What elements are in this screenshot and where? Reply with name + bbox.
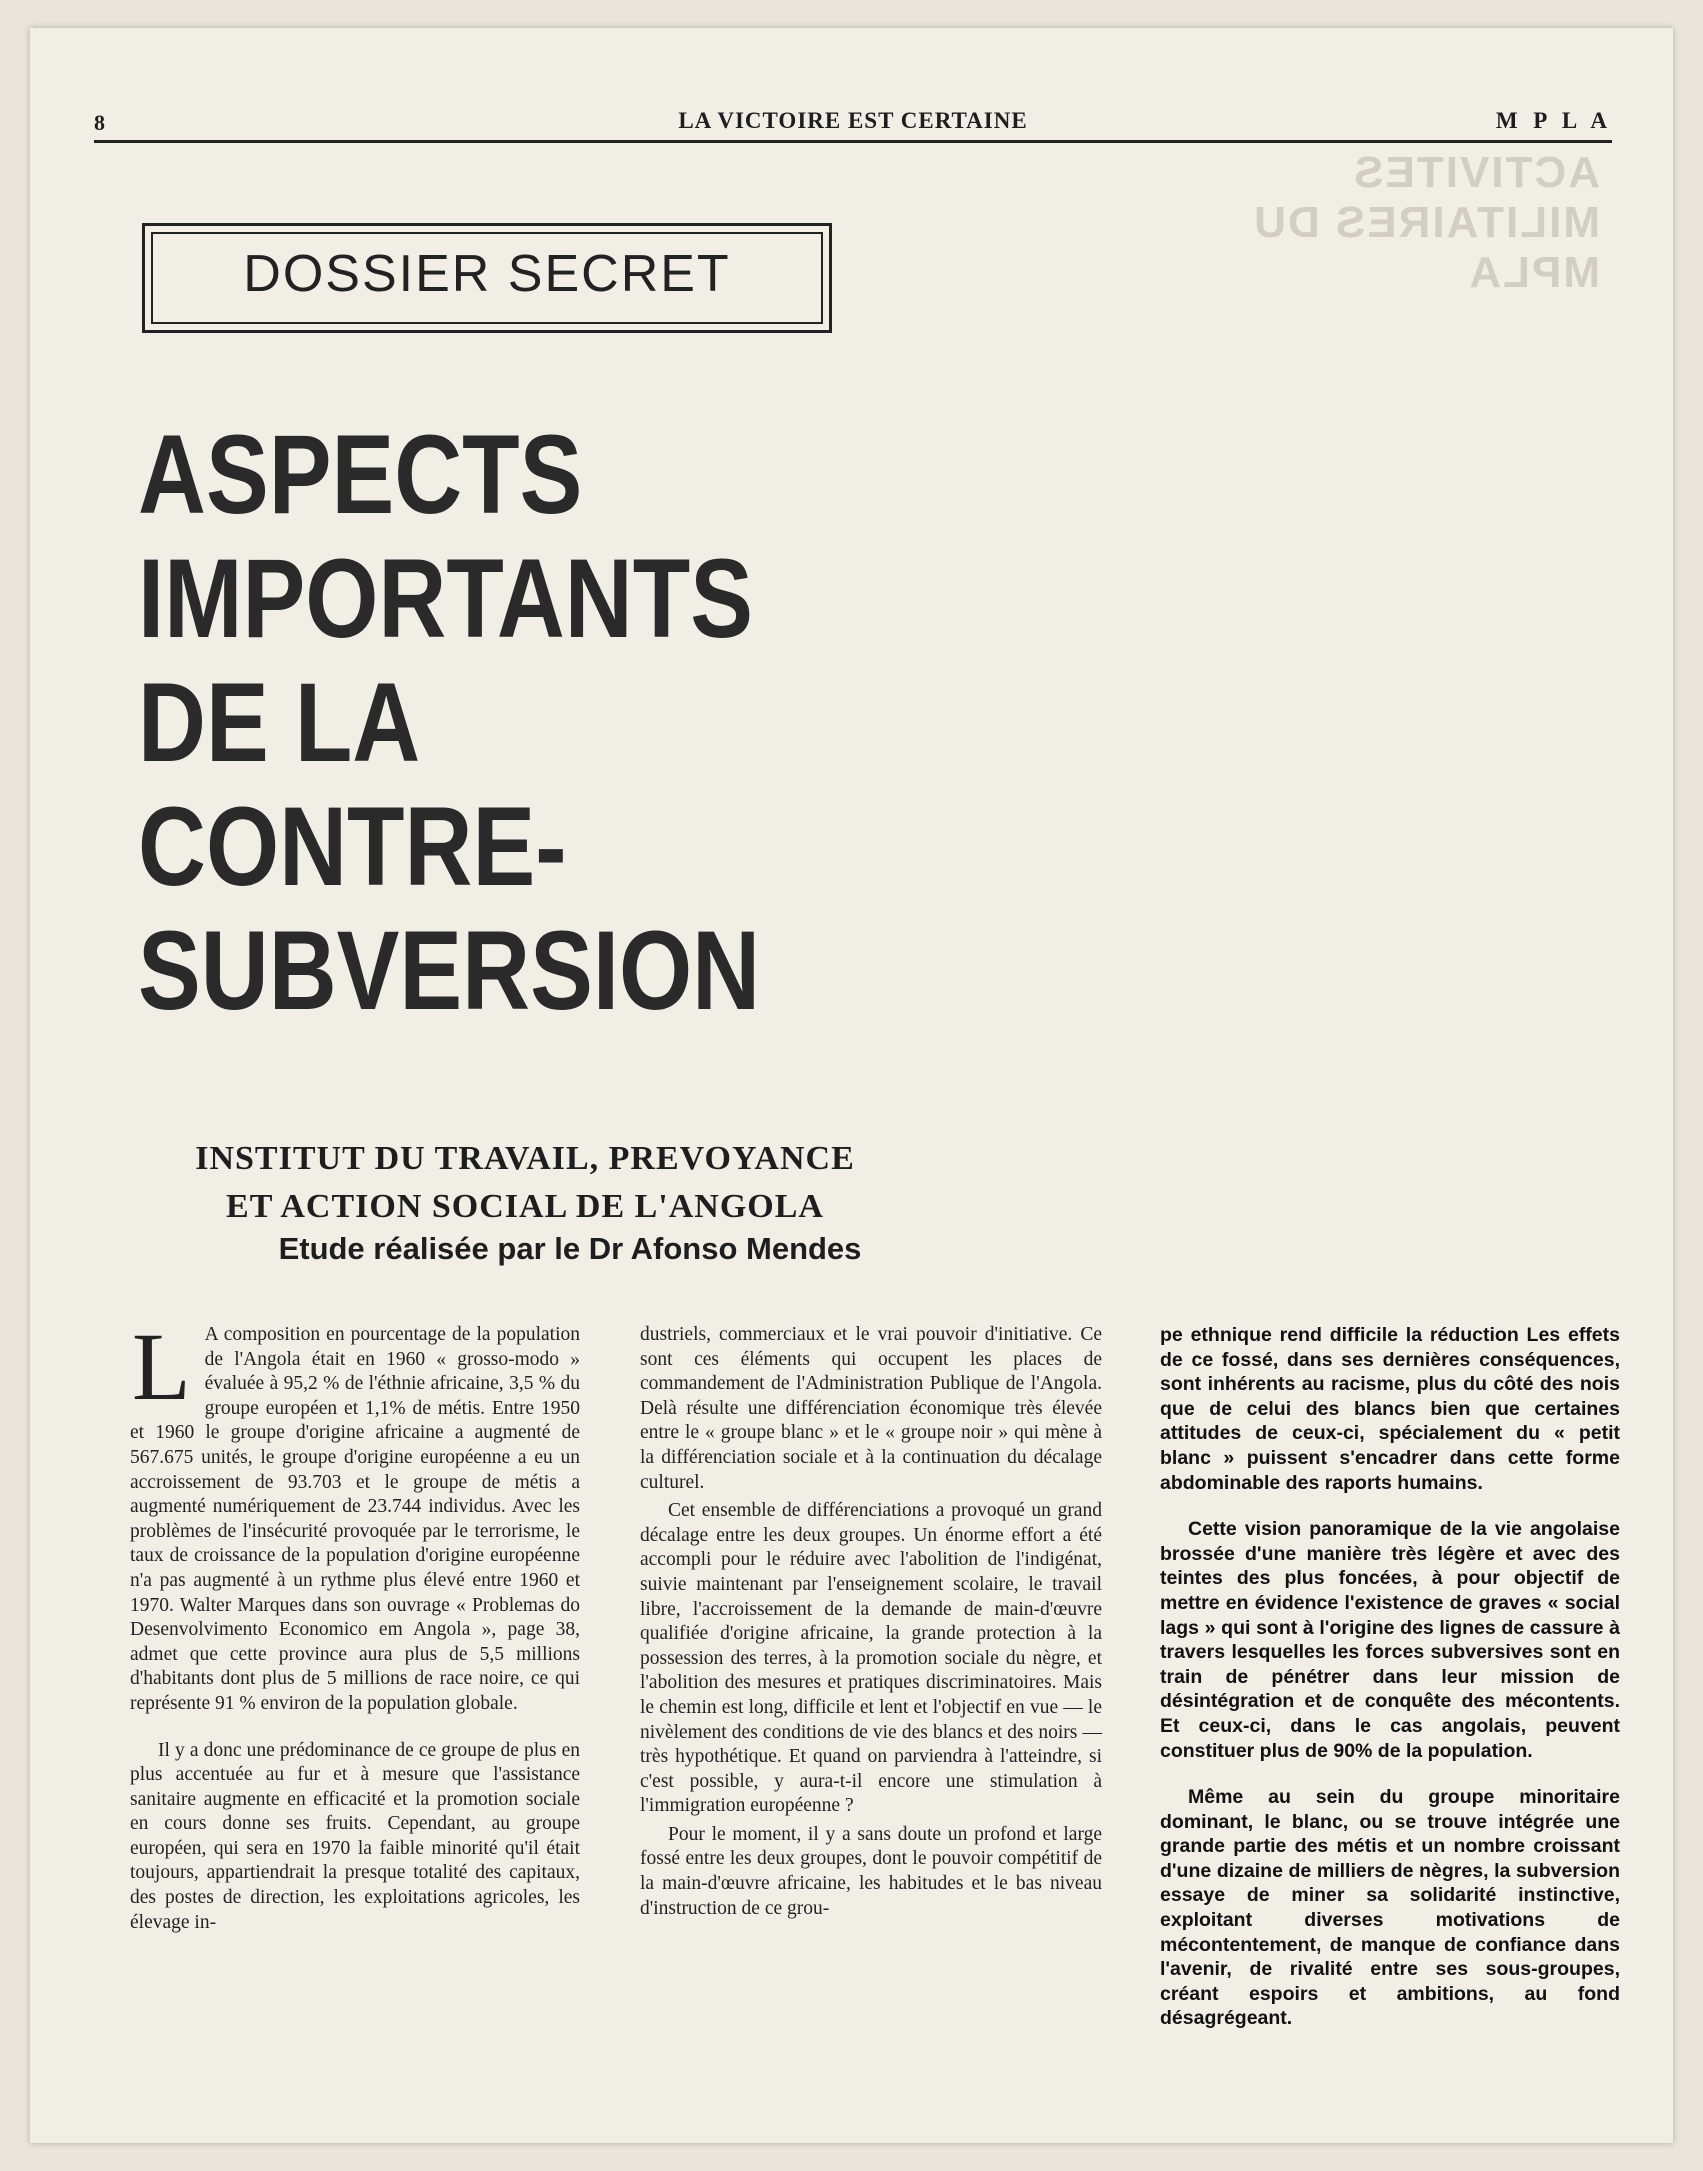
paragraph: A composition en pourcentage de la population de l'Angola était en 1960 « grosso-modo » évaluée à 95,2 % de l'éthnie africaine, 3,5 % du groupe européen et 1,1% de métis. Entre 1950 et 1960 le groupe d'origine africaine a augmenté de 567.675 unités, le groupe d'origine européenne a eu un accroissement de 93.703 et le groupe de métis a augmenté numériquement de 23.744 individus. Avec les problèmes de l'insécurité provoquée par le terrorisme, le taux de croissance de la population d'origine européenne n'a pas augmenté à un rythme plus élevé entre 1960 et 1970. Walter Marques dans son ouvrage « Problemas do Desenvolvimento Economico em Angola », page 38, admet que cette province aura plus de 5,5 millions d'habitants dont plus de 5 millions de race noire, ce qui représente 91 % environ de la population globale. (130, 1324, 580, 1714)
paragraph: pe ethnique rend difficile la réduction Les effets de ce fossé, dans ses dernières conséquences, sont inhérents au racisme, plus du côté des nois que de celui des blancs bien que certaines attitudes de ceux-ci, spécialement du « petit blanc » puissent s'encadrer dans cette forme abdominable des raports humains. (1160, 1324, 1620, 1494)
paragraph: Il y a donc une prédominance de ce groupe de plus en plus accentuée au fur et à mesure que l'assistance sanitaire augmente en efficacité et la promotion sociale en cours donne ses fruits. Cependant, au groupe européen, qui sera en 1970 la faible minorité qu'il était toujours, appartiendrait la presque totalité des capitaux, des postes de direction, les exploitations agricoles, les élevage in- (130, 1739, 580, 1933)
subtitle-line-2: ET ACTION SOCIAL DE L'ANGOLA (226, 1188, 824, 1225)
headline-line: SUBVERSION (138, 908, 761, 1033)
organization-name: M P L A (1495, 108, 1612, 133)
headline-line: CONTRE- (138, 784, 567, 909)
drop-cap: L (132, 1313, 191, 1420)
headline-line: IMPORTANTS (138, 536, 753, 661)
article-headline (138, 413, 918, 1033)
page-header (94, 106, 1612, 143)
dossier-secret-box (142, 223, 832, 333)
article-column-2 (640, 1323, 1102, 1921)
paragraph: Cet ensemble de différenciations a provoqué un grand décalage entre les deux groupes. Un énorme effort a été accompli pour le réduire avec l'abolition de l'indigénat, suivie maintenant par l'enseignement scolaire, le travail libre, l'accroissement de la demande de main-d'œuvre qualifiée d'origine africaine, la grande protection à la possession des terres, à la promotion sociale du nègre, et l'abolition des mesures et pratiques discriminatoires. Mais le chemin est long, difficile et lent et l'objectif en vue — le nivèlement des conditions de vie des blancs et des noirs — très hypothétique. Et quand on parviendra à l'atteindre, si c'est possible, y aura-t-il encore une stimulation à l'immigration européenne ? (640, 1500, 1102, 1817)
paragraph: dustriels, commerciaux et le vrai pouvoir d'initiative. Ce sont ces éléments qui occupent les places de commandement de l'Administration Publique de l'Angola. Delà résulte une différenciation économique très élevée entre le « groupe blanc » et le « groupe noir » qui mène à la différenciation sociale et à la continuation du décalage culturel. (640, 1324, 1102, 1493)
newspaper-title: LA VICTOIRE EST CERTAINE (678, 108, 1028, 133)
article-column-1 (130, 1313, 580, 1935)
bleed-through-text: ACTIVITES MILITAIRES DU MPLA (1252, 148, 1600, 297)
headline-line: ASPECTS (138, 412, 583, 537)
subtitle-line-1: INSTITUT DU TRAVAIL, PREVOYANCE (195, 1140, 855, 1177)
page-number: 8 (94, 110, 105, 135)
author-line: Etude réalisée par le Dr Afonso Mendes (278, 1231, 862, 1266)
headline-line: DE LA (138, 660, 421, 785)
newspaper-page (30, 28, 1673, 2143)
paragraph: Cette vision panoramique de la vie angolaise brossée d'une manière très légère et avec des teintes des plus foncées, à pour objectif de mettre en évidence l'existence de graves « social lags » qui sont à l'origine des lignes de cassure à travers lesquelles les forces subversives sont en train de pénétrer dans leur mission de désintégration et de conquête des mécontents. Et ceux-ci, dans le cas angolais, peuvent constituer plus de 90% de la population. (1160, 1518, 1620, 1762)
dossier-label: DOSSIER SECRET (243, 245, 731, 303)
paragraph: Pour le moment, il y a sans doute un profond et large fossé entre les deux groupes, dont le pouvoir compétitif de la main-d'œuvre africaine, les habitudes et le bas niveau d'instruction de ce grou- (640, 1823, 1102, 1919)
article-column-3 (1160, 1323, 1620, 2031)
paragraph: Même au sein du groupe minoritaire dominant, le blanc, ou se trouve intégrée une grande partie des métis et un nombre croissant d'une dizaine de milliers de nègres, la subversion essaye de miner sa solidarité instinctive, exploitant diverses motivations de mécontentement, de manque de confiance dans l'avenir, de rivalité entre ses sous-groupes, créant espoirs et ambitions, au fond désagrégeant. (1160, 1786, 1620, 2030)
